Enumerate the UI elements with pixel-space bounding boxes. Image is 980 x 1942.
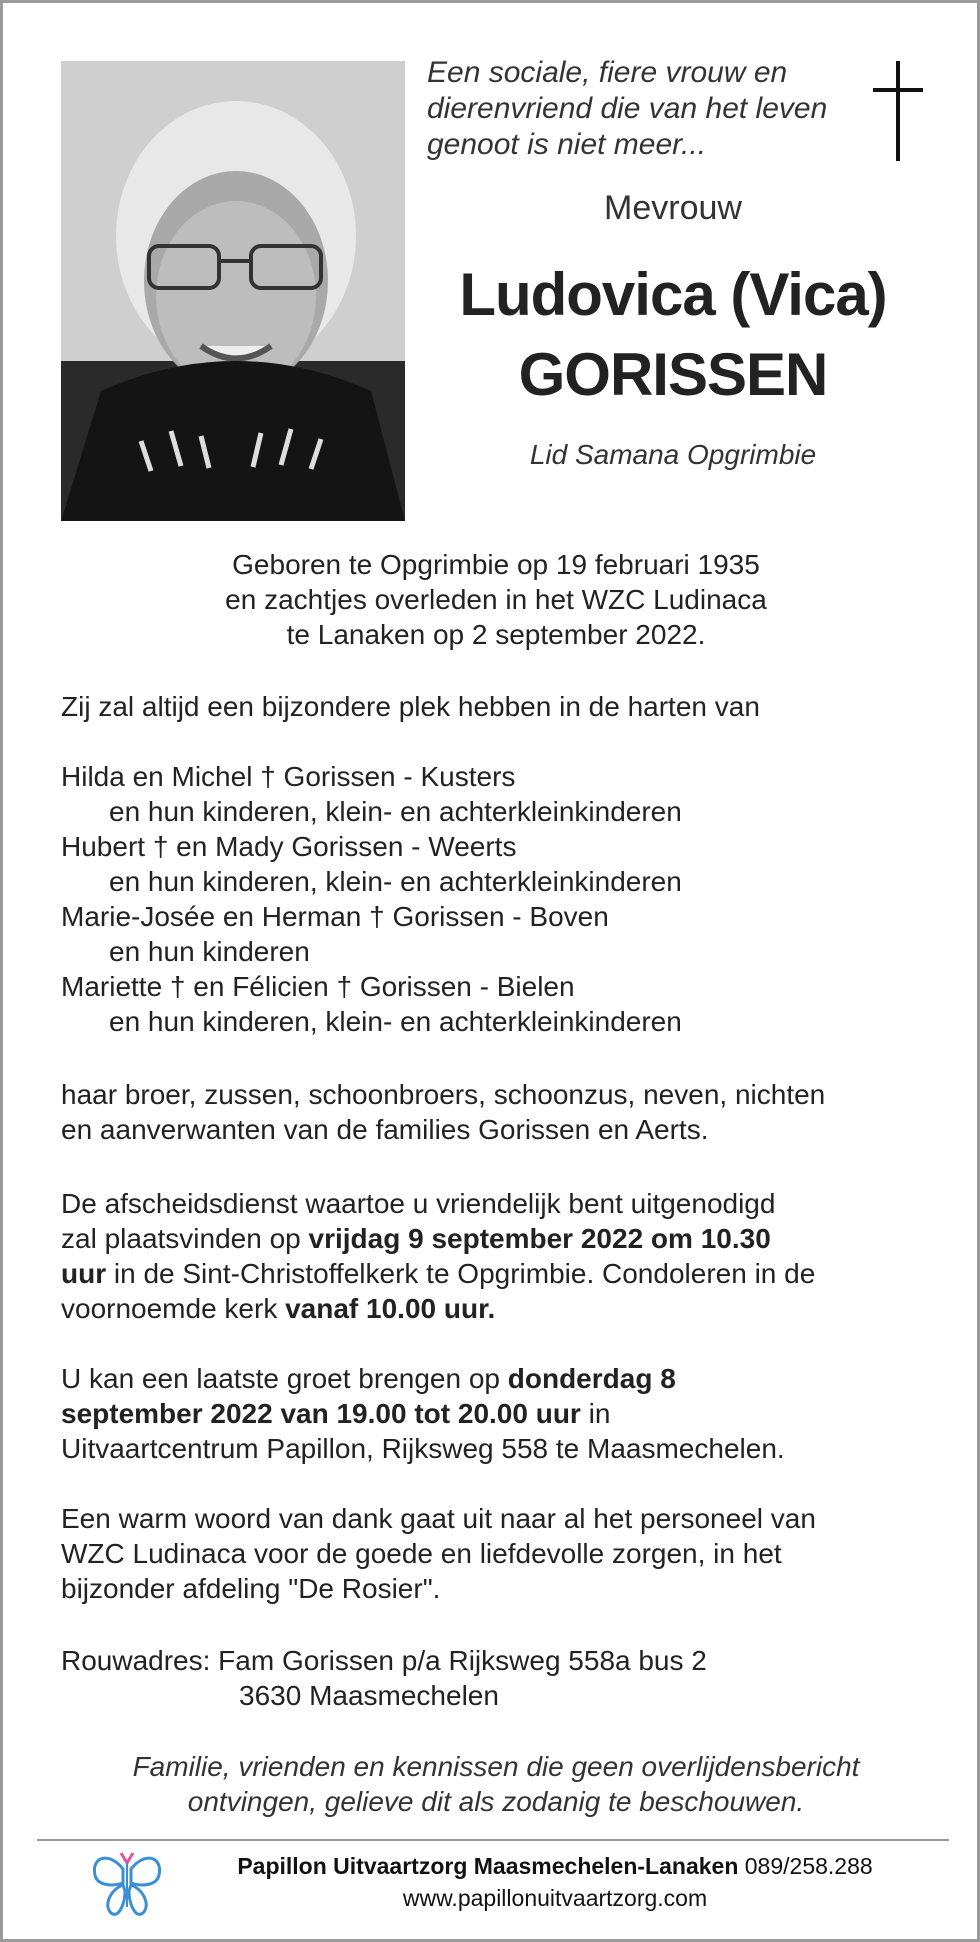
thanks-line: Een warm woord van dank gaat uit naar al het personeel van [61, 1503, 816, 1534]
service-date: vrijdag 9 september 2022 om 10.30 [308, 1223, 771, 1254]
notice-block [61, 1749, 931, 1819]
greeting-time: september 2022 van 19.00 tot 20.00 uur [61, 1398, 581, 1429]
family-line: haar broer, zussen, schoonbroers, schoonzus, neven, nichten [61, 1079, 826, 1110]
service-text: in de Sint-Christoffelkerk te Opgrimbie. Condoleren in de [106, 1258, 816, 1289]
notice-line: Familie, vrienden en kennissen die geen overlijdensbericht [132, 1751, 860, 1782]
last-greeting-info [61, 1361, 931, 1466]
footer-divider [37, 1839, 949, 1841]
birth-death-block [61, 547, 931, 652]
funeral-home-line [185, 1851, 925, 1881]
relative-name: Hubert † en Mady Gorissen - Weerts [61, 831, 517, 862]
greeting-text: U kan een laatste groet brengen op [61, 1363, 508, 1394]
portrait-photo [61, 61, 405, 521]
membership-line: Lid Samana Opgrimbie [529, 439, 817, 470]
intro-line: Zij zal altijd een bijzondere plek hebben in de harten van [61, 691, 760, 722]
service-time-unit: uur [61, 1258, 107, 1289]
service-text: zal plaatsvinden op [61, 1223, 309, 1254]
relative-sub: en hun kinderen, klein- en achterkleinkinderen [109, 796, 682, 827]
deceased-first-name: Ludovica (Vica) [459, 261, 887, 328]
death-place-line: te Lanaken op 2 september 2022. [286, 619, 706, 650]
cross-icon [868, 61, 928, 161]
greeting-date: donderdag 8 [507, 1363, 676, 1394]
thanks-block [61, 1501, 931, 1606]
extended-family [61, 1077, 931, 1147]
relatives-list [61, 759, 931, 1039]
deceased-name [433, 255, 913, 415]
birth-line: Geboren te Opgrimbie op 19 februari 1935 [232, 549, 760, 580]
condolence-time: vanaf 10.00 uur. [285, 1293, 496, 1324]
thanks-line: WZC Ludinaca voor de goede en liefdevolle zorgen, in het [61, 1538, 782, 1569]
relative-name: Mariette † en Félicien † Gorissen - Bielen [61, 971, 575, 1002]
family-line: en aanverwanten van de families Gorissen en Aerts. [61, 1114, 709, 1145]
service-info [61, 1186, 931, 1326]
relative-sub: en hun kinderen, klein- en achterkleinkinderen [109, 866, 682, 897]
deceased-last-name: GORISSEN [518, 341, 828, 408]
relative-name: Hilda en Michel † Gorissen - Kusters [61, 761, 516, 792]
relative-sub: en hun kinderen, klein- en achterkleinkinderen [109, 1006, 682, 1037]
notice-line: ontvingen, gelieve dit als zodanig te beschouwen. [187, 1786, 805, 1817]
butterfly-logo-icon [89, 1849, 165, 1921]
funeral-home-phone: 089/258.288 [744, 1853, 873, 1879]
greeting-location: Uitvaartcentrum Papillon, Rijksweg 558 te Maasmechelen. [61, 1433, 785, 1464]
service-text: voornoemde kerk [61, 1293, 286, 1324]
relative-sub: en hun kinderen [109, 936, 310, 967]
funeral-home-website[interactable]: www.papillonuitvaartzorg.com [402, 1885, 708, 1911]
funeral-home-name: Papillon Uitvaartzorg Maasmechelen-Lanaken [237, 1853, 739, 1879]
relative-name: Marie-Josée en Herman † Gorissen - Boven [61, 901, 609, 932]
death-line: en zachtjes overleden in het WZC Ludinaca [225, 584, 767, 615]
greeting-text: in [580, 1398, 611, 1429]
address-city: 3630 Maasmechelen [239, 1680, 499, 1711]
mourning-address [61, 1643, 931, 1713]
tribute-quote: Een sociale, fiere vrouw en dierenvriend die van het leven genoot is niet meer... [427, 56, 828, 161]
address-line: Rouwadres: Fam Gorissen p/a Rijksweg 558a bus 2 [61, 1645, 707, 1676]
service-text: De afscheidsdienst waartoe u vriendelijk bent uitgenodigd [61, 1188, 776, 1219]
salutation: Mevrouw [604, 189, 742, 227]
thanks-line: bijzonder afdeling "De Rosier". [61, 1573, 441, 1604]
